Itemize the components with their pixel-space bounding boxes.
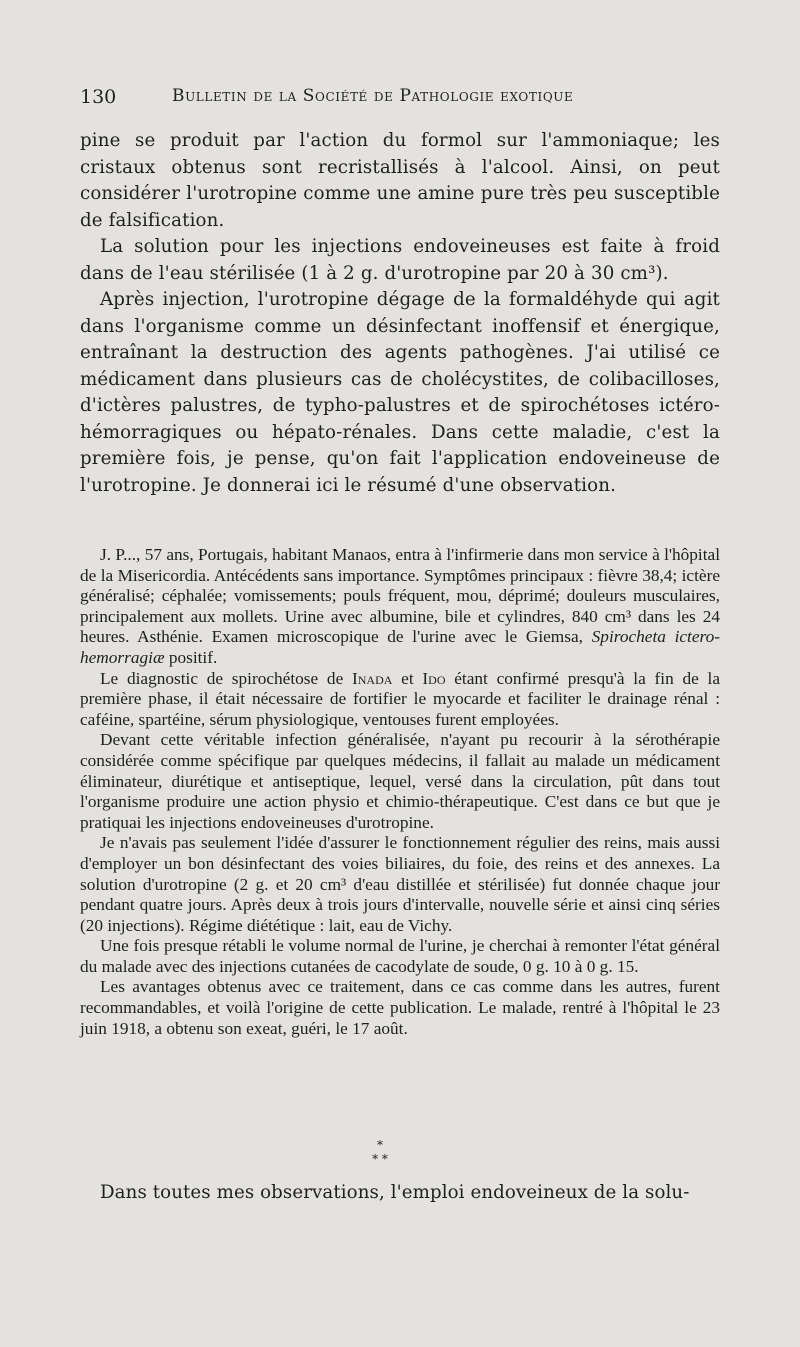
case-paragraph-5: Une fois presque rétabli le volume normal de l'urine, je cherchai à remonter l'état général du malade avec des injections cutanées de cacodylate de soude, 0 g. 10 à 0 g. 15. — [80, 936, 720, 976]
case-paragraph-6: Les avantages obtenus avec ce traitement, dans ce cas comme dans les autres, furent recommandables, et voilà l'origine de cette publication. Le malade, rentré à l'hôpital le 23 juin 1918, a obtenu son exeat, guéri, le 17 août. — [80, 977, 720, 1038]
case-report — [80, 545, 720, 1039]
conjunction: et — [401, 668, 414, 688]
case-intro: J. P..., 57 ans, Portugais, habitant Manaos, entra à l'infirmerie dans mon service à l'hôpital de la Misericordia. Antécédents sans importance. Symptômes principaux : fièvre 38,4; ictère généralisé; céphalée; vomissements; pouls fréquent, mou, déprimé; douleurs musculaires, principalement aux mollets. Urine avec albumine, bile et cylindres, 840 cm³ dans les 24 heures. Asthénie. Examen microscopique de l'urine avec le Giemsa, — [80, 545, 720, 647]
main-text — [80, 128, 720, 499]
author-ido: Ido — [422, 668, 446, 688]
separator-stars-bottom: * * — [372, 1152, 388, 1166]
species-name: Spirocheta ictero-hemorragiæ — [80, 627, 720, 667]
case-result: positif. — [168, 647, 218, 667]
running-header — [80, 86, 720, 110]
paragraph-injection: Après injection, l'urotropine dégage de la formaldéhyde qui agit dans l'organisme comme un désinfectant inoffensif et énergique, entraînant la destruction des agents pathogènes. J'ai utilisé ce médicament dans plusieurs cas de cholécystites, de colibacilloses, d'ictères palustres, de typho-palustres et de spirochétoses ictéro-hémorragiques ou hépato-rénales. Dans cette maladie, c'est la première fois, je pense, qu'on fait l'application endoveineuse de l'urotropine. Je donnerai ici le résumé d'une observation. — [80, 289, 720, 496]
journal-title: Bulletin de la Société de Pathologie exotique — [172, 86, 574, 106]
author-inada: Inada — [352, 668, 393, 688]
case-paragraph-2 — [80, 669, 720, 731]
diagnosis-rest: étant confirmé presqu'à la fin de la première phase, il était nécessaire de fortifier le myocarde et faciliter le drainage rénal : caféine, spartéine, sérum physiologique, ventouses furent employées. — [80, 668, 720, 729]
case-paragraph-4: Je n'avais pas seulement l'idée d'assurer le fonctionnement régulier des reins, mais aussi d'employer un bon désinfectant des voies biliaires, du foie, des reins et des annexes. La solution d'urotropine (2 g. et 20 cm³ d'eau distillée et stérilisée) fut donnée chaque jour pendant quatre jours. Après deux à trois jours d'intervalle, nouvelle série et ainsi cinq séries (20 injections). Régime diététique : lait, eau de Vichy. — [80, 833, 720, 935]
diagnosis-text: Le diagnostic de spirochétose de — [100, 668, 344, 688]
continuation-line: Dans toutes mes observations, l'emploi endoveineux de la solu- — [100, 1182, 690, 1203]
paragraph-continuation: pine se produit par l'action du formol sur l'ammoniaque; les cristaux obtenus sont recristallisés à l'alcool. Ainsi, on peut considérer l'urotropine comme une amine pure très peu susceptible de falsification. — [80, 130, 720, 231]
page-number: 130 — [80, 86, 117, 108]
section-separator — [360, 1138, 400, 1174]
case-paragraph-3: Devant cette véritable infection généralisée, n'ayant pu recourir à la sérothérapie considérée comme spécifique par quelques médecins, il fallait au malade un médicament éliminateur, diurétique et antiseptique, lequel, versé dans la circulation, pût dans tout l'organisme produire une action physio et chimio-thérapeutique. C'est dans ce but que je pratiquai les injections endoveineuses d'urotropine. — [80, 730, 720, 832]
case-paragraph-1 — [80, 545, 720, 669]
paragraph-solution: La solution pour les injections endoveineuses est faite à froid dans de l'eau stérilisée (1 à 2 g. d'urotropine par 20 à 30 cm³). — [80, 236, 720, 284]
separator-star-top: * — [377, 1138, 383, 1152]
